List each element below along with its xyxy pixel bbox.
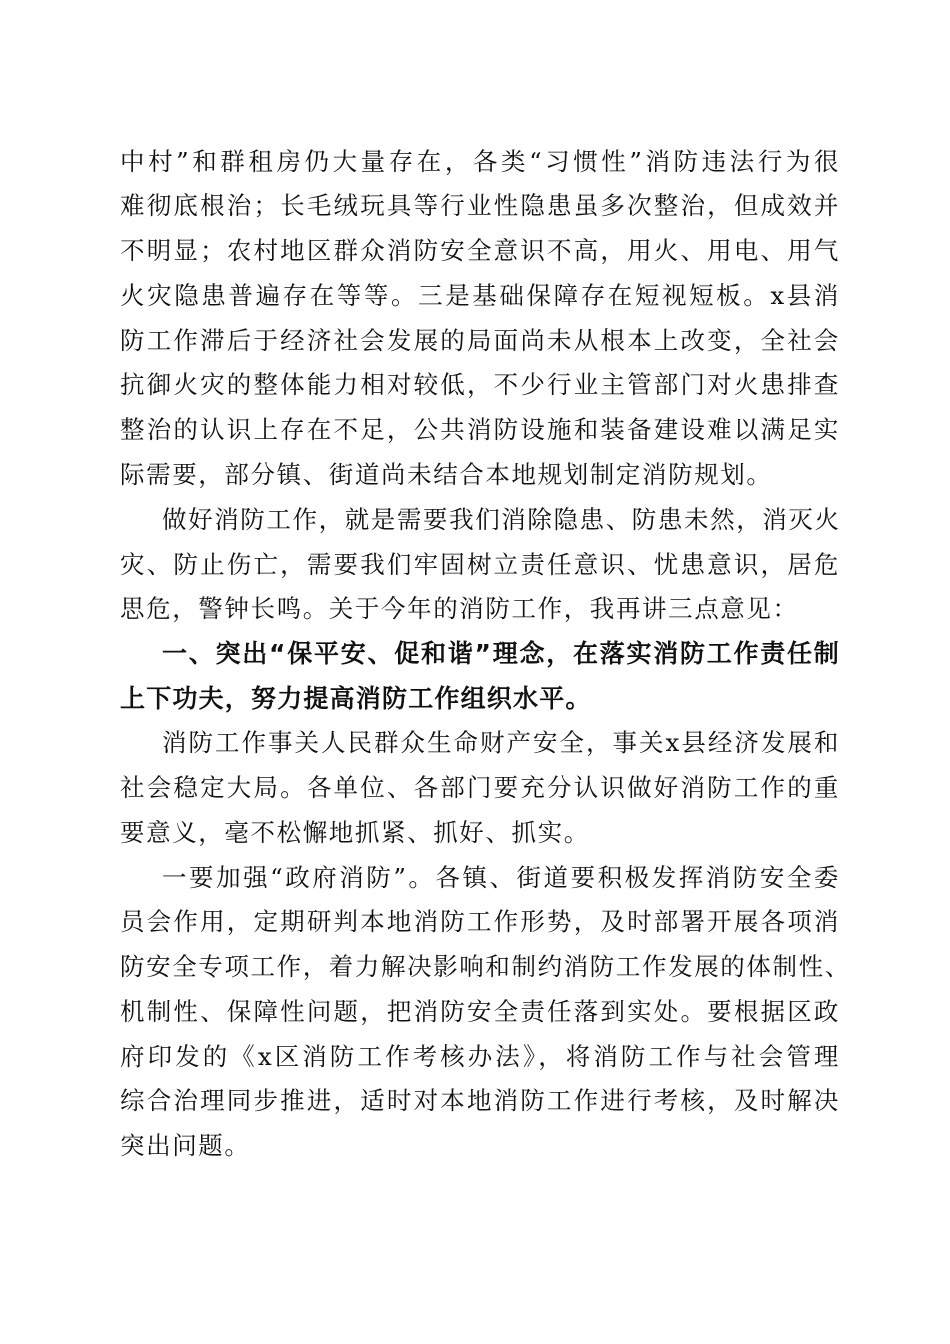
paragraph-line: 整治的认识上存在不足，公共消防设施和装备建设难以满足实	[120, 415, 840, 444]
paragraph-line: 不明显；农村地区群众消防安全意识不高，用火、用电、用气	[120, 236, 840, 265]
section-heading: 上下功夫，努力提高消防工作组织水平。	[120, 684, 592, 713]
paragraph-line: 府印发的《x区消防工作考核办法》，将消防工作与社会管理	[120, 1042, 840, 1071]
paragraph-line: 火灾隐患普遍存在等等。三是基础保障存在短视短板。x县消	[120, 281, 840, 310]
paragraph-line: 思危，警钟长鸣。关于今年的消防工作，我再讲三点意见：	[120, 594, 799, 623]
paragraph-line: 际需要，部分镇、街道尚未结合本地规划制定消防规划。	[120, 460, 773, 489]
section-heading: 一、突出“保平安、促和谐”理念，在落实消防工作责任制	[162, 639, 840, 668]
paragraph-line: 机制性、保障性问题，把消防安全责任落到实处。要根据区政	[120, 997, 840, 1026]
paragraph-line: 难彻底根治；长毛绒玩具等行业性隐患虽多次整治，但成效并	[120, 191, 840, 220]
paragraph-line: 做好消防工作，就是需要我们消除隐患、防患未然，消灭火	[162, 505, 841, 534]
paragraph-line: 消防工作事关人民群众生命财产安全，事关x县经济发展和	[162, 728, 840, 757]
paragraph-line: 防工作滞后于经济社会发展的局面尚未从根本上改变，全社会	[120, 326, 840, 355]
paragraph-line: 抗御火灾的整体能力相对较低，不少行业主管部门对火患排查	[120, 370, 840, 399]
paragraph-line: 要意义，毫不松懈地抓紧、抓好、抓实。	[120, 818, 590, 847]
paragraph-line: 中村”和群租房仍大量存在，各类“习惯性”消防违法行为很	[120, 147, 840, 176]
paragraph-line: 防安全专项工作，着力解决影响和制约消防工作发展的体制性、	[120, 952, 851, 981]
paragraph-line: 灾、防止伤亡，需要我们牢固树立责任意识、忧患意识，居危	[120, 550, 840, 579]
paragraph-line: 社会稳定大局。各单位、各部门要充分认识做好消防工作的重	[120, 773, 840, 802]
paragraph-line: 员会作用，定期研判本地消防工作形势，及时部署开展各项消	[120, 907, 840, 936]
paragraph-line: 综合治理同步推进，适时对本地消防工作进行考核，及时解决	[120, 1086, 840, 1115]
paragraph-line: 突出问题。	[120, 1131, 251, 1160]
paragraph-line: 一要加强“政府消防”。各镇、街道要积极发挥消防安全委	[162, 863, 840, 892]
